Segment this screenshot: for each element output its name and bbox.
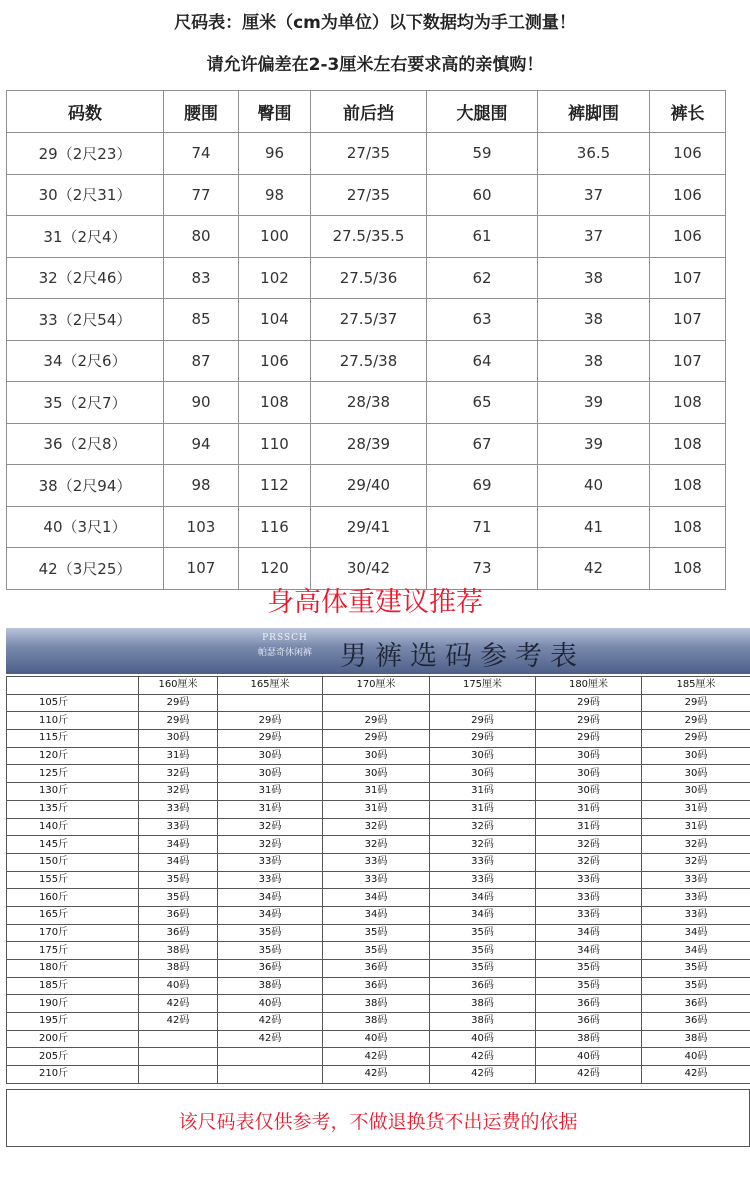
reference-row xyxy=(7,783,750,801)
banner-title: 男裤选码参考表 xyxy=(340,641,585,672)
size-header-cell: 裤长 xyxy=(650,91,726,133)
size-code-cell: 31码 xyxy=(139,747,218,765)
size-code-cell: 40码 xyxy=(323,1030,430,1048)
size-code-cell: 36码 xyxy=(218,960,323,978)
height-header-cell: 180厘米 xyxy=(536,677,642,695)
size-chart-table xyxy=(6,90,726,590)
size-code-cell: 29码 xyxy=(536,712,642,730)
weight-cell: 175斤 xyxy=(7,942,139,960)
size-code-cell: 29码 xyxy=(139,694,218,712)
size-code-cell: 29码 xyxy=(430,712,536,730)
size-code-cell: 34码 xyxy=(430,906,536,924)
size-code-cell: 34码 xyxy=(430,889,536,907)
size-cell: 36.5 xyxy=(538,133,650,175)
size-code-cell: 35码 xyxy=(323,924,430,942)
size-header-cell: 前后挡 xyxy=(311,91,427,133)
size-cell: 107 xyxy=(650,257,726,299)
size-code-cell: 30码 xyxy=(430,765,536,783)
size-cell: 100 xyxy=(239,216,311,258)
size-row xyxy=(7,340,726,382)
size-chart-header-row xyxy=(7,91,726,133)
disclaimer-text: 该尺码表仅供参考，不做退换货不出运费的依据 xyxy=(178,1111,578,1133)
size-code-cell: 42码 xyxy=(139,1013,218,1031)
size-code-cell: 36码 xyxy=(139,924,218,942)
size-cell: 42（3尺25） xyxy=(7,548,164,590)
size-cell: 106 xyxy=(650,133,726,175)
size-row xyxy=(7,257,726,299)
size-code-cell: 33码 xyxy=(536,871,642,889)
weight-cell: 190斤 xyxy=(7,995,139,1013)
size-code-cell: 38码 xyxy=(536,1030,642,1048)
reference-header-row xyxy=(7,677,750,695)
size-cell: 108 xyxy=(650,423,726,465)
size-cell: 98 xyxy=(239,174,311,216)
size-cell: 27.5/38 xyxy=(311,340,427,382)
size-code-cell: 29码 xyxy=(642,730,750,748)
size-cell: 60 xyxy=(427,174,538,216)
height-header-cell: 170厘米 xyxy=(323,677,430,695)
size-code-cell: 29码 xyxy=(642,712,750,730)
size-code-cell: 31码 xyxy=(323,800,430,818)
weight-cell: 200斤 xyxy=(7,1030,139,1048)
size-cell: 35（2尺7） xyxy=(7,382,164,424)
size-code-cell: 35码 xyxy=(139,889,218,907)
size-code-cell: 34码 xyxy=(218,906,323,924)
size-header-cell: 腰围 xyxy=(164,91,239,133)
size-code-cell: 31码 xyxy=(323,783,430,801)
size-cell: 74 xyxy=(164,133,239,175)
size-code-cell: 38码 xyxy=(642,1030,750,1048)
weight-cell: 210斤 xyxy=(7,1066,139,1084)
size-code-cell: 31码 xyxy=(218,783,323,801)
size-code-cell: 36码 xyxy=(430,977,536,995)
weight-cell: 195斤 xyxy=(7,1013,139,1031)
size-code-cell: 42码 xyxy=(323,1048,430,1066)
size-code-cell: 36码 xyxy=(323,977,430,995)
size-code-cell: 30码 xyxy=(430,747,536,765)
size-code-cell: 34码 xyxy=(536,942,642,960)
size-chart-body xyxy=(7,133,726,590)
size-cell: 37 xyxy=(538,174,650,216)
size-cell: 106 xyxy=(239,340,311,382)
size-cell: 83 xyxy=(164,257,239,299)
size-cell: 36（2尺8） xyxy=(7,423,164,465)
size-code-cell xyxy=(323,694,430,712)
reference-row xyxy=(7,889,750,907)
size-code-cell: 38码 xyxy=(323,995,430,1013)
size-code-cell: 31码 xyxy=(430,800,536,818)
size-cell: 38 xyxy=(538,257,650,299)
reference-row xyxy=(7,853,750,871)
size-code-cell: 34码 xyxy=(536,924,642,942)
size-code-cell: 32码 xyxy=(218,836,323,854)
reference-row xyxy=(7,995,750,1013)
height-header-cell: 175厘米 xyxy=(430,677,536,695)
size-code-cell: 33码 xyxy=(430,871,536,889)
size-reference-table xyxy=(6,676,750,1084)
size-code-cell: 38码 xyxy=(430,995,536,1013)
size-cell: 28/39 xyxy=(311,423,427,465)
size-cell: 106 xyxy=(650,216,726,258)
size-cell: 120 xyxy=(239,548,311,590)
size-code-cell: 35码 xyxy=(323,942,430,960)
size-code-cell: 29码 xyxy=(536,730,642,748)
size-cell: 108 xyxy=(650,465,726,507)
size-cell: 29/40 xyxy=(311,465,427,507)
reference-row xyxy=(7,747,750,765)
size-cell: 38（2尺94） xyxy=(7,465,164,507)
size-code-cell: 30码 xyxy=(642,765,750,783)
brand-name-cn: 帕瑟奇休闲裤 xyxy=(257,648,312,658)
size-code-cell: 32码 xyxy=(430,818,536,836)
reference-row xyxy=(7,1048,750,1066)
size-code-cell: 30码 xyxy=(642,747,750,765)
size-code-cell: 38码 xyxy=(218,977,323,995)
weight-cell: 150斤 xyxy=(7,853,139,871)
size-code-cell: 31码 xyxy=(642,818,750,836)
size-cell: 73 xyxy=(427,548,538,590)
size-row xyxy=(7,299,726,341)
size-code-cell: 33码 xyxy=(323,853,430,871)
size-cell: 40 xyxy=(538,465,650,507)
size-code-cell: 32码 xyxy=(218,818,323,836)
size-code-cell: 29码 xyxy=(139,712,218,730)
size-code-cell: 34码 xyxy=(323,889,430,907)
size-code-cell: 38码 xyxy=(139,942,218,960)
weight-cell: 105斤 xyxy=(7,694,139,712)
size-cell: 59 xyxy=(427,133,538,175)
reference-banner xyxy=(6,628,750,674)
size-cell: 108 xyxy=(650,548,726,590)
size-code-cell: 32码 xyxy=(642,836,750,854)
weight-cell: 115斤 xyxy=(7,730,139,748)
size-cell: 32（2尺46） xyxy=(7,257,164,299)
size-code-cell: 34码 xyxy=(323,906,430,924)
size-cell: 27/35 xyxy=(311,174,427,216)
size-code-cell: 35码 xyxy=(642,960,750,978)
size-cell: 63 xyxy=(427,299,538,341)
size-cell: 41 xyxy=(538,506,650,548)
size-code-cell: 32码 xyxy=(323,818,430,836)
size-cell: 107 xyxy=(650,340,726,382)
size-cell: 80 xyxy=(164,216,239,258)
size-code-cell: 42码 xyxy=(430,1066,536,1084)
size-cell: 90 xyxy=(164,382,239,424)
size-header-cell: 臀围 xyxy=(239,91,311,133)
weight-cell: 170斤 xyxy=(7,924,139,942)
size-code-cell xyxy=(218,694,323,712)
size-code-cell: 31码 xyxy=(536,818,642,836)
size-cell: 103 xyxy=(164,506,239,548)
size-code-cell xyxy=(139,1048,218,1066)
size-code-cell: 42码 xyxy=(430,1048,536,1066)
weight-cell: 120斤 xyxy=(7,747,139,765)
size-row xyxy=(7,423,726,465)
size-code-cell: 38码 xyxy=(430,1013,536,1031)
size-cell: 39 xyxy=(538,423,650,465)
size-cell: 94 xyxy=(164,423,239,465)
size-cell: 87 xyxy=(164,340,239,382)
size-code-cell: 32码 xyxy=(536,836,642,854)
weight-cell: 145斤 xyxy=(7,836,139,854)
weight-cell: 155斤 xyxy=(7,871,139,889)
size-cell: 85 xyxy=(164,299,239,341)
size-code-cell: 29码 xyxy=(323,730,430,748)
size-cell: 39 xyxy=(538,382,650,424)
size-cell: 33（2尺54） xyxy=(7,299,164,341)
size-header-cell: 裤脚围 xyxy=(538,91,650,133)
size-code-cell xyxy=(218,1048,323,1066)
size-cell: 116 xyxy=(239,506,311,548)
recommendation-heading: 身高体重建议推荐 xyxy=(267,587,483,618)
size-code-cell: 31码 xyxy=(430,783,536,801)
size-code-cell: 34码 xyxy=(642,924,750,942)
size-code-cell: 38码 xyxy=(323,1013,430,1031)
size-code-cell: 42码 xyxy=(139,995,218,1013)
size-cell: 112 xyxy=(239,465,311,507)
size-code-cell: 30码 xyxy=(139,730,218,748)
size-cell: 61 xyxy=(427,216,538,258)
size-code-cell: 32码 xyxy=(139,783,218,801)
size-code-cell: 34码 xyxy=(642,942,750,960)
size-cell: 108 xyxy=(650,506,726,548)
size-code-cell: 32码 xyxy=(642,853,750,871)
size-code-cell: 29码 xyxy=(536,694,642,712)
size-code-cell: 42码 xyxy=(218,1013,323,1031)
size-cell: 38 xyxy=(538,299,650,341)
weight-cell: 205斤 xyxy=(7,1048,139,1066)
size-code-cell: 33码 xyxy=(218,853,323,871)
size-code-cell: 42码 xyxy=(642,1066,750,1084)
size-code-cell: 31码 xyxy=(536,800,642,818)
reference-row xyxy=(7,765,750,783)
size-code-cell: 36码 xyxy=(642,995,750,1013)
size-row xyxy=(7,133,726,175)
size-code-cell: 34码 xyxy=(139,853,218,871)
size-code-cell: 32码 xyxy=(430,836,536,854)
height-header-cell: 185厘米 xyxy=(642,677,750,695)
size-cell: 110 xyxy=(239,423,311,465)
size-code-cell: 29码 xyxy=(218,712,323,730)
size-header-cell: 大腿围 xyxy=(427,91,538,133)
disclaimer-box xyxy=(6,1089,750,1147)
size-code-cell: 29码 xyxy=(218,730,323,748)
size-cell: 77 xyxy=(164,174,239,216)
reference-row xyxy=(7,871,750,889)
weight-cell: 180斤 xyxy=(7,960,139,978)
size-code-cell: 30码 xyxy=(536,783,642,801)
weight-cell: 135斤 xyxy=(7,800,139,818)
reference-body xyxy=(7,694,750,1083)
size-code-cell: 30码 xyxy=(323,765,430,783)
size-cell: 29（2尺23） xyxy=(7,133,164,175)
tolerance-note: 请允许偏差在2-3厘米左右要求高的亲慎购！ xyxy=(206,55,544,75)
weight-cell: 165斤 xyxy=(7,906,139,924)
size-code-cell: 33码 xyxy=(642,889,750,907)
size-row xyxy=(7,174,726,216)
size-code-cell: 29码 xyxy=(323,712,430,730)
size-cell: 102 xyxy=(239,257,311,299)
size-code-cell: 33码 xyxy=(642,906,750,924)
size-header-cell: 码数 xyxy=(7,91,164,133)
weight-cell: 185斤 xyxy=(7,977,139,995)
size-cell: 96 xyxy=(239,133,311,175)
size-code-cell: 33码 xyxy=(323,871,430,889)
size-code-cell: 29码 xyxy=(430,730,536,748)
size-code-cell: 34码 xyxy=(218,889,323,907)
size-code-cell: 35码 xyxy=(430,960,536,978)
size-row xyxy=(7,216,726,258)
reference-row xyxy=(7,694,750,712)
size-code-cell: 35码 xyxy=(642,977,750,995)
reference-row xyxy=(7,818,750,836)
size-row xyxy=(7,465,726,507)
size-code-cell: 35码 xyxy=(218,924,323,942)
size-code-cell: 30码 xyxy=(642,783,750,801)
size-code-cell: 33码 xyxy=(536,889,642,907)
brand-name-en: PRSSCH xyxy=(262,633,308,643)
size-code-cell xyxy=(218,1066,323,1084)
reference-row xyxy=(7,1030,750,1048)
size-cell: 31（2尺4） xyxy=(7,216,164,258)
size-cell: 38 xyxy=(538,340,650,382)
size-cell: 65 xyxy=(427,382,538,424)
weight-cell: 140斤 xyxy=(7,818,139,836)
size-cell: 108 xyxy=(650,382,726,424)
weight-cell: 125斤 xyxy=(7,765,139,783)
size-cell: 30/42 xyxy=(311,548,427,590)
measurement-note: 尺码表：厘米（cm为单位）以下数据均为手工测量！ xyxy=(174,13,576,33)
size-code-cell: 36码 xyxy=(536,995,642,1013)
size-cell: 37 xyxy=(538,216,650,258)
size-code-cell: 35码 xyxy=(536,977,642,995)
reference-row xyxy=(7,1013,750,1031)
size-cell: 107 xyxy=(650,299,726,341)
size-code-cell: 42码 xyxy=(323,1066,430,1084)
reference-row xyxy=(7,712,750,730)
size-cell: 29/41 xyxy=(311,506,427,548)
reference-row xyxy=(7,906,750,924)
weight-cell: 130斤 xyxy=(7,783,139,801)
size-code-cell: 35码 xyxy=(536,960,642,978)
size-code-cell: 31码 xyxy=(642,800,750,818)
reference-row xyxy=(7,730,750,748)
size-cell: 62 xyxy=(427,257,538,299)
size-cell: 30（2尺31） xyxy=(7,174,164,216)
size-row xyxy=(7,506,726,548)
size-code-cell: 33码 xyxy=(642,871,750,889)
reference-row xyxy=(7,942,750,960)
size-code-cell: 33码 xyxy=(139,818,218,836)
size-cell: 28/38 xyxy=(311,382,427,424)
size-code-cell: 40码 xyxy=(642,1048,750,1066)
weight-cell: 110斤 xyxy=(7,712,139,730)
size-code-cell xyxy=(139,1030,218,1048)
size-code-cell: 34码 xyxy=(139,836,218,854)
size-code-cell: 33码 xyxy=(139,800,218,818)
size-code-cell xyxy=(430,694,536,712)
size-cell: 98 xyxy=(164,465,239,507)
size-cell: 104 xyxy=(239,299,311,341)
size-cell: 69 xyxy=(427,465,538,507)
size-code-cell: 30码 xyxy=(536,747,642,765)
reference-row xyxy=(7,800,750,818)
size-code-cell: 36码 xyxy=(323,960,430,978)
size-code-cell: 36码 xyxy=(642,1013,750,1031)
size-code-cell: 30码 xyxy=(218,765,323,783)
size-cell: 106 xyxy=(650,174,726,216)
size-code-cell: 32码 xyxy=(139,765,218,783)
size-code-cell: 32码 xyxy=(323,836,430,854)
size-cell: 27.5/35.5 xyxy=(311,216,427,258)
reference-row xyxy=(7,836,750,854)
size-code-cell: 35码 xyxy=(139,871,218,889)
size-cell: 27.5/36 xyxy=(311,257,427,299)
size-cell: 64 xyxy=(427,340,538,382)
size-code-cell: 33码 xyxy=(218,871,323,889)
size-code-cell: 38码 xyxy=(139,960,218,978)
size-code-cell: 42码 xyxy=(218,1030,323,1048)
corner-cell xyxy=(7,677,139,695)
size-code-cell: 40码 xyxy=(430,1030,536,1048)
reference-row xyxy=(7,960,750,978)
size-code-cell: 40码 xyxy=(218,995,323,1013)
size-code-cell: 29码 xyxy=(642,694,750,712)
size-code-cell: 35码 xyxy=(218,942,323,960)
size-row xyxy=(7,382,726,424)
size-code-cell: 36码 xyxy=(139,906,218,924)
size-code-cell: 30码 xyxy=(218,747,323,765)
size-code-cell: 31码 xyxy=(218,800,323,818)
size-code-cell: 30码 xyxy=(323,747,430,765)
reference-row xyxy=(7,977,750,995)
size-cell: 108 xyxy=(239,382,311,424)
size-cell: 27/35 xyxy=(311,133,427,175)
size-code-cell: 40码 xyxy=(536,1048,642,1066)
size-cell: 71 xyxy=(427,506,538,548)
reference-row xyxy=(7,924,750,942)
size-code-cell: 32码 xyxy=(536,853,642,871)
brand-logo xyxy=(250,633,320,658)
weight-cell: 160斤 xyxy=(7,889,139,907)
size-cell: 34（2尺6） xyxy=(7,340,164,382)
size-code-cell: 33码 xyxy=(536,906,642,924)
size-code-cell: 35码 xyxy=(430,942,536,960)
size-code-cell xyxy=(139,1066,218,1084)
height-header-cell: 165厘米 xyxy=(218,677,323,695)
size-cell: 107 xyxy=(164,548,239,590)
size-code-cell: 42码 xyxy=(536,1066,642,1084)
size-cell: 27.5/37 xyxy=(311,299,427,341)
size-code-cell: 36码 xyxy=(536,1013,642,1031)
size-code-cell: 30码 xyxy=(536,765,642,783)
size-code-cell: 35码 xyxy=(430,924,536,942)
size-code-cell: 33码 xyxy=(430,853,536,871)
size-cell: 67 xyxy=(427,423,538,465)
size-code-cell: 40码 xyxy=(139,977,218,995)
size-cell: 42 xyxy=(538,548,650,590)
reference-row xyxy=(7,1066,750,1084)
size-cell: 40（3尺1） xyxy=(7,506,164,548)
height-header-cell: 160厘米 xyxy=(139,677,218,695)
